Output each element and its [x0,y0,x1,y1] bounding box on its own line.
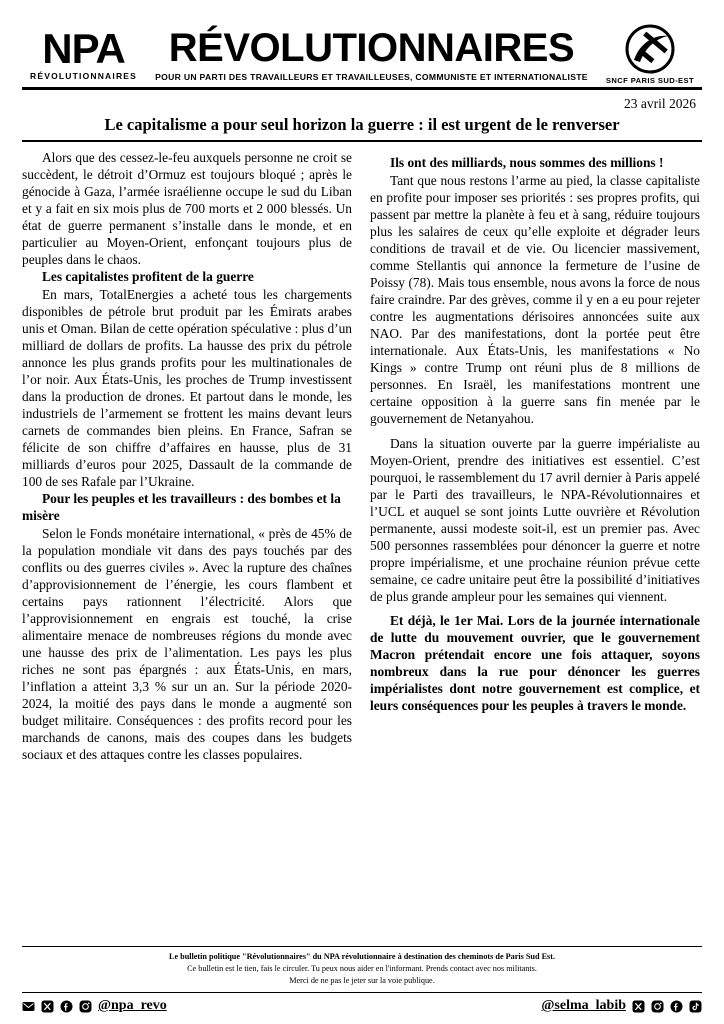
footer-notice-line1: Le bulletin politique "Révolutionnaires" du NPA révolutionnaire à destination des cheminots de Paris Sud Est. [169,952,555,962]
instagram-icon[interactable] [79,1000,92,1013]
instagram-icon[interactable] [651,1000,664,1013]
publication-subtitle: POUR UN PARTI DES TRAVAILLEURS ET TRAVAILLEUSES, COMMUNISTE ET INTERNATIONALISTE [155,71,588,82]
npa-logo-text: NPA [42,25,125,73]
footer-notice-line3: Merci de ne pas le jeter sur la voie publique. [289,976,435,986]
npa-logo-subtitle: RÉVOLUTIONNAIRES [30,71,138,82]
left-social-group [22,998,167,1014]
section-subheading: Ils ont des milliards, nous sommes des millions ! [390,154,664,170]
x-twitter-icon[interactable] [41,1000,54,1013]
left-column [22,149,352,765]
paragraph: Dans la situation ouverte par la guerre impérialiste au Moyen-Orient, prendre des initiatives est essentiel. C’est pourquoi, le rassemblement du 17 avril dernier à Paris appelé par le Parti des travailleurs, le NPA-Révolutionnaires et l’UCL et auquel se sont joints Lutte ouvrière et Révolution permanente, aussi modeste soit-il, est un premier pas. Avec 500 personnes rassemblées pour dénoncer la guerre et notre propre impérialisme, et une prochaine réunion prévue cette semaine, ce cadre unitaire peut être la possibilité d’initiatives de plus grande ampleur pour les semaines qui viennent. [370,436,700,605]
tiktok-icon[interactable] [689,1000,702,1013]
section-subheading: Les capitalistes profitent de la guerre [42,268,254,284]
paragraph: Selon le Fonds monétaire international, « près de 45% de la population mondiale vit dans des pays touchés par des conflits ou des guerres civiles ». Avec la rupture des chaînes d’approvisionnement de l’énergie, les cours flambent et certains pays rationnent l’électricité. Alors que l’approvisionnement en engrais est touché, la crise alimentaire menace de nombreuses régions du monde avec une hausse des prix de l’alimentation. Les pays les plus riches ne sont pas épargnés : aux États-Unis, en mars, l’inflation a atteint 3,3 % sur un an. Sur la période 2020-2024, la moitié des pays dans le monde a augmenté son budget militaire. Conséquences : des profits record pour les marchands de canons, mais des coupes dans les budgets sociaux et des attaques contre les classes populaires. [22,525,352,763]
paragraph: Tant que nous restons l’arme au pied, la classe capitaliste en profite pour imposer ses priorités : ses propres profits, qui passent par mettre la planète à feu et à sang, réduire toujours plus les salaires de ceux qu’elle exploite et dégrader leurs conditions de travail et de vie. Ou licencier massivement, comme Stellantis qui annonce la fermeture de l’usine de Poissy (78). Mais tous ensemble, nous avons la force de nous faire craindre. Par des grèves, comme il y en a eu pour rejeter contre les augmentations dérisoires annoncées suite aux NAO. Par des manifestations, dont la portée peut être internationale. Aux États-Unis, les manifestations « No Kings » contre Trump ont réuni plus de 8 millions de personnes. En Israël, les manifestations montrent une certaine opposition à la guerre sans fin menée par le gouvernement de Netanyahou. [370,172,700,427]
social-bar [22,992,702,1014]
facebook-icon[interactable] [670,1000,683,1013]
npa-logo [30,25,143,82]
local-section-name: SNCF PARIS SUD-EST [605,76,694,85]
mail-icon[interactable] [22,1000,35,1013]
paragraph: En mars, TotalEnergies a acheté tous les chargements disponibles de pétrole brut produit par les Émirats arabes unis et Oman. Bilan de cette opération spéculative : plus d’un milliard de dollars de profits. La hausse des prix du pétrole annonce les plus grands profits pour les multinationales de l’or noir. Aux États-Unis, les proches de Trump investissent dans la production de drones. Et partout dans le monde, les industriels de l’armement se frottent les mains devant leurs carnets de commandes bien pleins. En France, Safran se félicite de son chiffre d’affaires en hausse, plus de 31 milliards d’euros pour 2025, Dassault de la commande de 100 de ses Rafale par l’Ukraine. [22,287,352,490]
footer [22,946,702,1014]
publication-title: RÉVOLUTIONNAIRES [168,25,575,70]
local-section-logo [600,24,694,85]
page-title: Le capitalisme a pour seul horizon la guerre : il est urgent de le renverser [22,114,702,142]
facebook-icon[interactable] [60,1000,73,1013]
section-subheading: Pour les peuples et les travailleurs : des bombes et la misère [22,491,341,523]
footer-notice [22,951,702,987]
hammer-and-sickle-icon [622,24,678,74]
article-columns [22,149,702,765]
right-social-group [541,998,702,1014]
closing-call-to-action: Et déjà, le 1er Mai. Lors de la journée internationale de lutte du mouvement ouvrier, que le gouvernement Macron prétendait encore une fois attaquer, soyons nombreux dans la rue pour dénoncer les guerres impérialistes dont notre gouvernement est complice, et leurs conséquences pour les peuples à travers le monde. [370,613,700,714]
right-column [370,149,700,716]
paragraph: Alors que des cessez-le-feu auxquels personne ne croit se succèdent, le détroit d’Ormuz est toujours bloqué ; après le génocide à Gaza, l’armée israélienne occupe le sud du Liban et y a fait en six mois plus de 700 morts et 2 000 blessés. Un état de guerre permanent s’installe dans le monde, et en particulier au Moyen-Orient, enfonçant toujours plus de peuples dans le chaos. [22,149,352,267]
publication-date: 23 avril 2026 [624,95,696,111]
footer-notice-line2: Ce bulletin est le tien, fais le circuler. Tu peux nous aider en l'informant. Prends contact avec nos militants. [187,964,537,974]
footer-divider-top [22,946,702,947]
masthead [22,18,702,90]
paragraph-spacer [370,428,700,435]
publication-title-block [143,25,600,82]
right-handle[interactable]: @selma_labib [541,998,626,1013]
left-handle[interactable]: @npa_revo [98,998,167,1013]
x-twitter-icon[interactable] [632,1000,645,1013]
